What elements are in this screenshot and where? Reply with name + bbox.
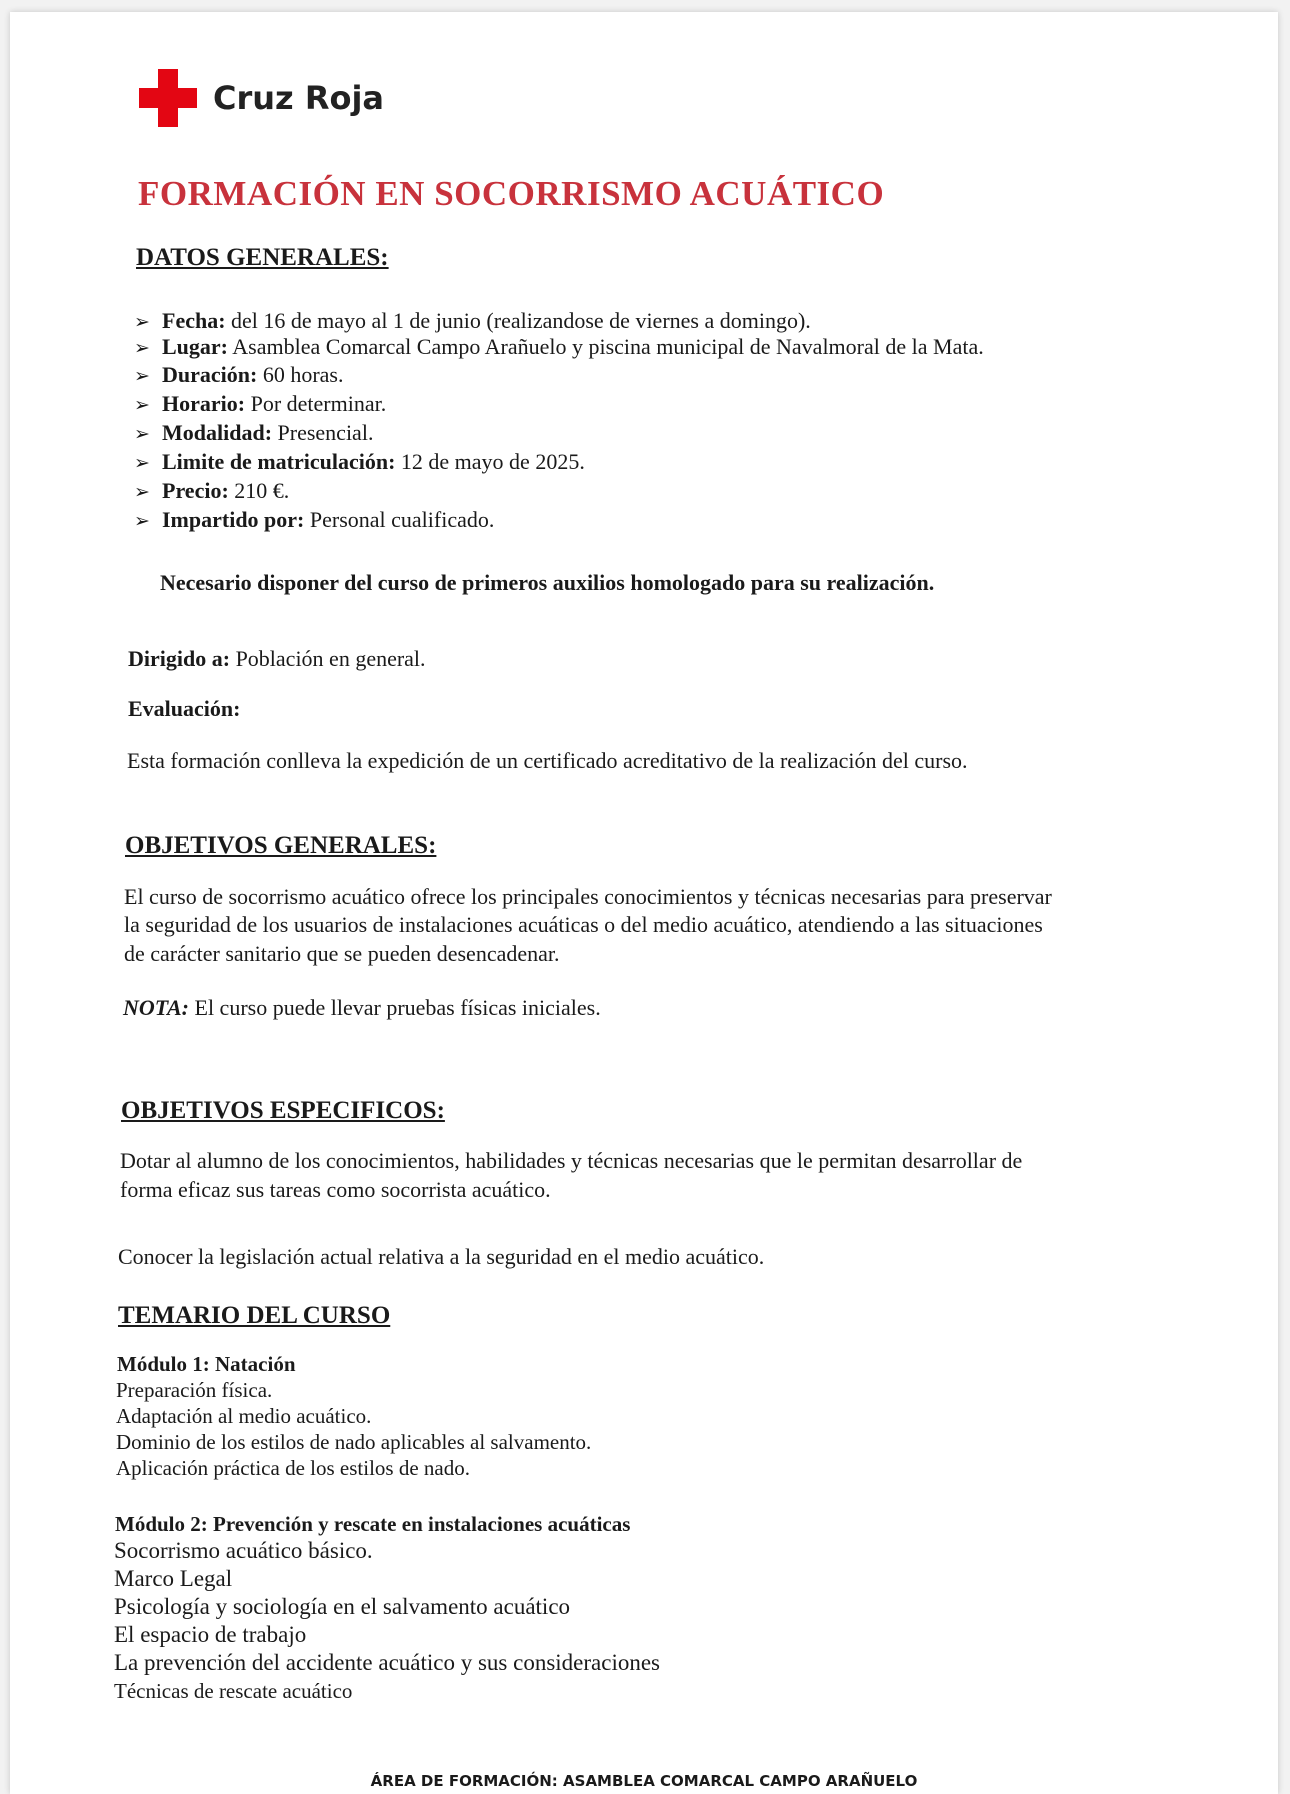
datos-item-modalidad: ➢ Modalidad: Presencial. [134, 420, 374, 445]
temario-heading: TEMARIO DEL CURSO [118, 1302, 391, 1329]
requisito-text: Necesario disponer del curso de primeros auxilios homologado para su realización. [160, 570, 935, 595]
footer-text: ÁREA DE FORMACIÓN: ASAMBLEA COMARCAL CAMPO ARAÑUELO [370, 1772, 918, 1790]
objetivos-generales-heading: OBJETIVOS GENERALES: [125, 832, 437, 859]
datos-item-limite: ➢ Limite de matriculación: 12 de mayo de 2025. [134, 449, 585, 474]
objetivos-generales-line: la seguridad de los usuarios de instalaciones acuáticas o del medio acuático, atendiendo a las situaciones [124, 912, 1043, 937]
datos-item-impartido: ➢ Impartido por: Personal cualificado. [134, 507, 495, 532]
document-title: FORMACIÓN EN SOCORRISMO ACUÁTICO [138, 174, 885, 213]
datos-generales-heading: DATOS GENERALES: [136, 244, 389, 271]
objetivos-especificos-line: Dotar al alumno de los conocimientos, habilidades y técnicas necesarias que le permitan desarrollar de [120, 1148, 1023, 1173]
datos-item-lugar: ➢ Lugar: Asamblea Comarcal Campo Arañuelo y piscina municipal de Navalmoral de la Mata. [134, 334, 984, 359]
objetivos-especificos-line: forma eficaz sus tareas como socorrista acuático. [120, 1177, 551, 1202]
modulo-2-item: Marco Legal [114, 1566, 233, 1591]
modulo-2-item: La prevención del accidente acuático y sus consideraciones [114, 1650, 661, 1675]
datos-item-horario: ➢ Horario: Por determinar. [134, 391, 387, 416]
objetivos-generales-line: El curso de socorrismo acuático ofrece los principales conocimientos y técnicas necesarias para preservar [124, 884, 1052, 909]
datos-item-duracion: ➢ Duración: 60 horas. [134, 362, 344, 387]
objetivos-generales-line: de carácter sanitario que se pueden desencadenar. [124, 941, 560, 966]
red-cross-icon [139, 69, 197, 127]
objetivos-especificos-line2: Conocer la legislación actual relativa a la seguridad en el medio acuático. [118, 1244, 765, 1269]
modulo-2-item: Técnicas de rescate acuático [114, 1679, 353, 1703]
evaluacion-label: Evaluación: [128, 696, 241, 721]
document-page [10, 12, 1278, 1794]
modulo-2-item: El espacio de trabajo [114, 1622, 307, 1647]
logo-text: Cruz Roja [213, 79, 384, 117]
cruz-roja-logo [139, 69, 384, 127]
arrow-bullet-icon: ➢ [134, 510, 150, 532]
arrow-bullet-icon: ➢ [134, 481, 150, 503]
modulo-2-item: Psicología y sociología en el salvamento acuático [114, 1594, 571, 1619]
datos-item-precio: ➢ Precio: 210 €. [134, 478, 290, 503]
arrow-bullet-icon: ➢ [134, 452, 150, 474]
modulo-1-item: Preparación física. [116, 1378, 273, 1402]
arrow-bullet-icon: ➢ [134, 337, 150, 359]
modulo-2-item: Socorrismo acuático básico. [114, 1538, 373, 1563]
modulo-1-item: Dominio de los estilos de nado aplicables al salvamento. [116, 1430, 592, 1454]
modulo-1-title: Módulo 1: Natación [117, 1352, 296, 1376]
objetivos-especificos-heading: OBJETIVOS ESPECIFICOS: [121, 1097, 445, 1124]
modulo-1-item: Adaptación al medio acuático. [116, 1404, 372, 1428]
modulo-2-title: Módulo 2: Prevención y rescate en instalaciones acuáticas [115, 1512, 631, 1536]
arrow-bullet-icon: ➢ [134, 394, 150, 416]
modulo-1-item: Aplicación práctica de los estilos de nado. [116, 1456, 470, 1480]
arrow-bullet-icon: ➢ [134, 423, 150, 445]
evaluacion-text: Esta formación conlleva la expedición de un certificado acreditativo de la realización del curso. [127, 748, 968, 773]
nota-line: NOTA: El curso puede llevar pruebas físicas iniciales. [123, 995, 601, 1020]
dirigido-line: Dirigido a: Población en general. [128, 646, 426, 671]
arrow-bullet-icon: ➢ [134, 311, 150, 333]
datos-item-fecha: ➢ Fecha: del 16 de mayo al 1 de junio (realizandose de viernes a domingo). [134, 308, 811, 333]
arrow-bullet-icon: ➢ [134, 365, 150, 387]
